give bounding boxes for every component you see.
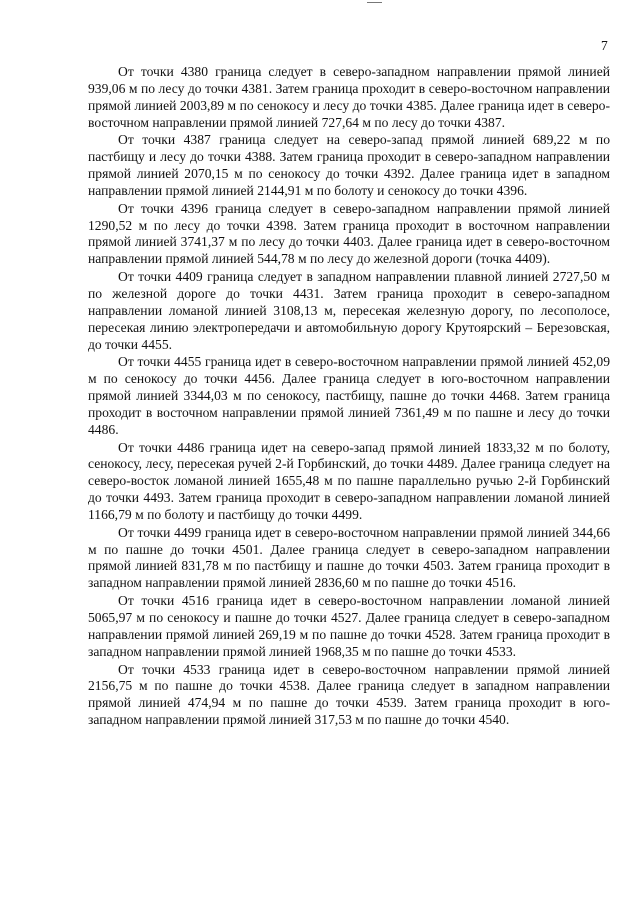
paragraph-8: От точки 4516 граница идет в северо-восточном направлении ломаной линией 5065,97 м по сенокосу и пашне до точки 4527. Далее граница следует в северо-западном направлении прямой линией 269,19 м по пашне до точки 4528. Затем граница проходит в западном направлении прямой линией 1968,35 м по пашне до точки 4533.	[88, 593, 610, 659]
scan-edge-mark	[367, 2, 382, 3]
paragraph-4: От точки 4409 граница следует в западном направлении плавной линией 2727,50 м по железной дороге до точки 4431. Затем граница проходит в северо-западном направлении ломаной линией 3108,13 м, пересекая железную дорогу, по лесополосе, пересекая линию электропередачи и автомобильную дорогу Крутоярский – Березовская, до точки 4455.	[88, 269, 610, 352]
paragraph-3: От точки 4396 граница следует в северо-западном направлении прямой линией 1290,52 м по лесу до точки 4398. Затем граница проходит в восточном направлении прямой линией 3741,37 м по лесу до точки 4403. Далее граница идет в северо-восточном направлении прямой линией 544,78 м по лесу до железной дороги (точка 4409).	[88, 200, 610, 267]
document-body	[88, 64, 610, 730]
paragraph-6: От точки 4486 граница идет на северо-запад прямой линией 1833,32 м по болоту, сенокосу, лесу, пересекая ручей 2-й Горбинский, до точки 4489. Далее граница следует на северо-восток ломаной линией 1655,48 м по пашне параллельно ручью 2-й Горбинский до точки 4493. Затем граница проходит в северо-западном направлении ломаной линией 1166,79 м по болоту и пастбищу до точки 4499.	[88, 439, 610, 522]
page-number: 7	[601, 38, 608, 53]
paragraph-2: От точки 4387 граница следует на северо-запад прямой линией 689,22 м по пастбищу и лесу до точки 4388. Затем граница проходит в северо-западном направлении прямой линией 2070,15 м по сенокосу до точки 4392. Далее граница идет в западном направлении прямой линией 2144,91 м по болоту и сенокосу до точки 4396.	[88, 132, 610, 198]
paragraph-7: От точки 4499 граница идет в северо-восточном направлении прямой линией 344,66 м по пашне до точки 4501. Далее граница следует в северо-западном направлении прямой линией 831,78 м по пастбищу и пашне до точки 4503. Затем граница проходит в западном направлении прямой линией 2836,60 м по пашне до точки 4516.	[88, 524, 610, 591]
paragraph-9: От точки 4533 граница идет в северо-восточном направлении прямой линией 2156,75 м по пашне до точки 4538. Далее граница следует в западном направлении прямой линией 474,94 м по пашне до точки 4539. Затем граница проходит в юго-западном направлении прямой линией 317,53 м по пашне до точки 4540.	[88, 661, 610, 728]
paragraph-1: От точки 4380 граница следует в северо-западном направлении прямой линией 939,06 м по лесу до точки 4381. Затем граница проходит в северо-восточном направлении прямой линией 2003,89 м по сенокосу и лесу до точки 4385. Далее граница идет в северо-восточном направлении прямой линией 727,64 м по лесу до точки 4387.	[88, 64, 610, 130]
paragraph-5: От точки 4455 граница идет в северо-восточном направлении прямой линией 452,09 м по сенокосу до точки 4456. Далее граница следует в юго-восточном направлении прямой линией 3344,03 м по сенокосу, пастбищу, пашне до точки 4468. Затем граница проходит в восточном направлении прямой линией 7361,49 м по пашне и лесу до точки 4486.	[88, 354, 610, 437]
